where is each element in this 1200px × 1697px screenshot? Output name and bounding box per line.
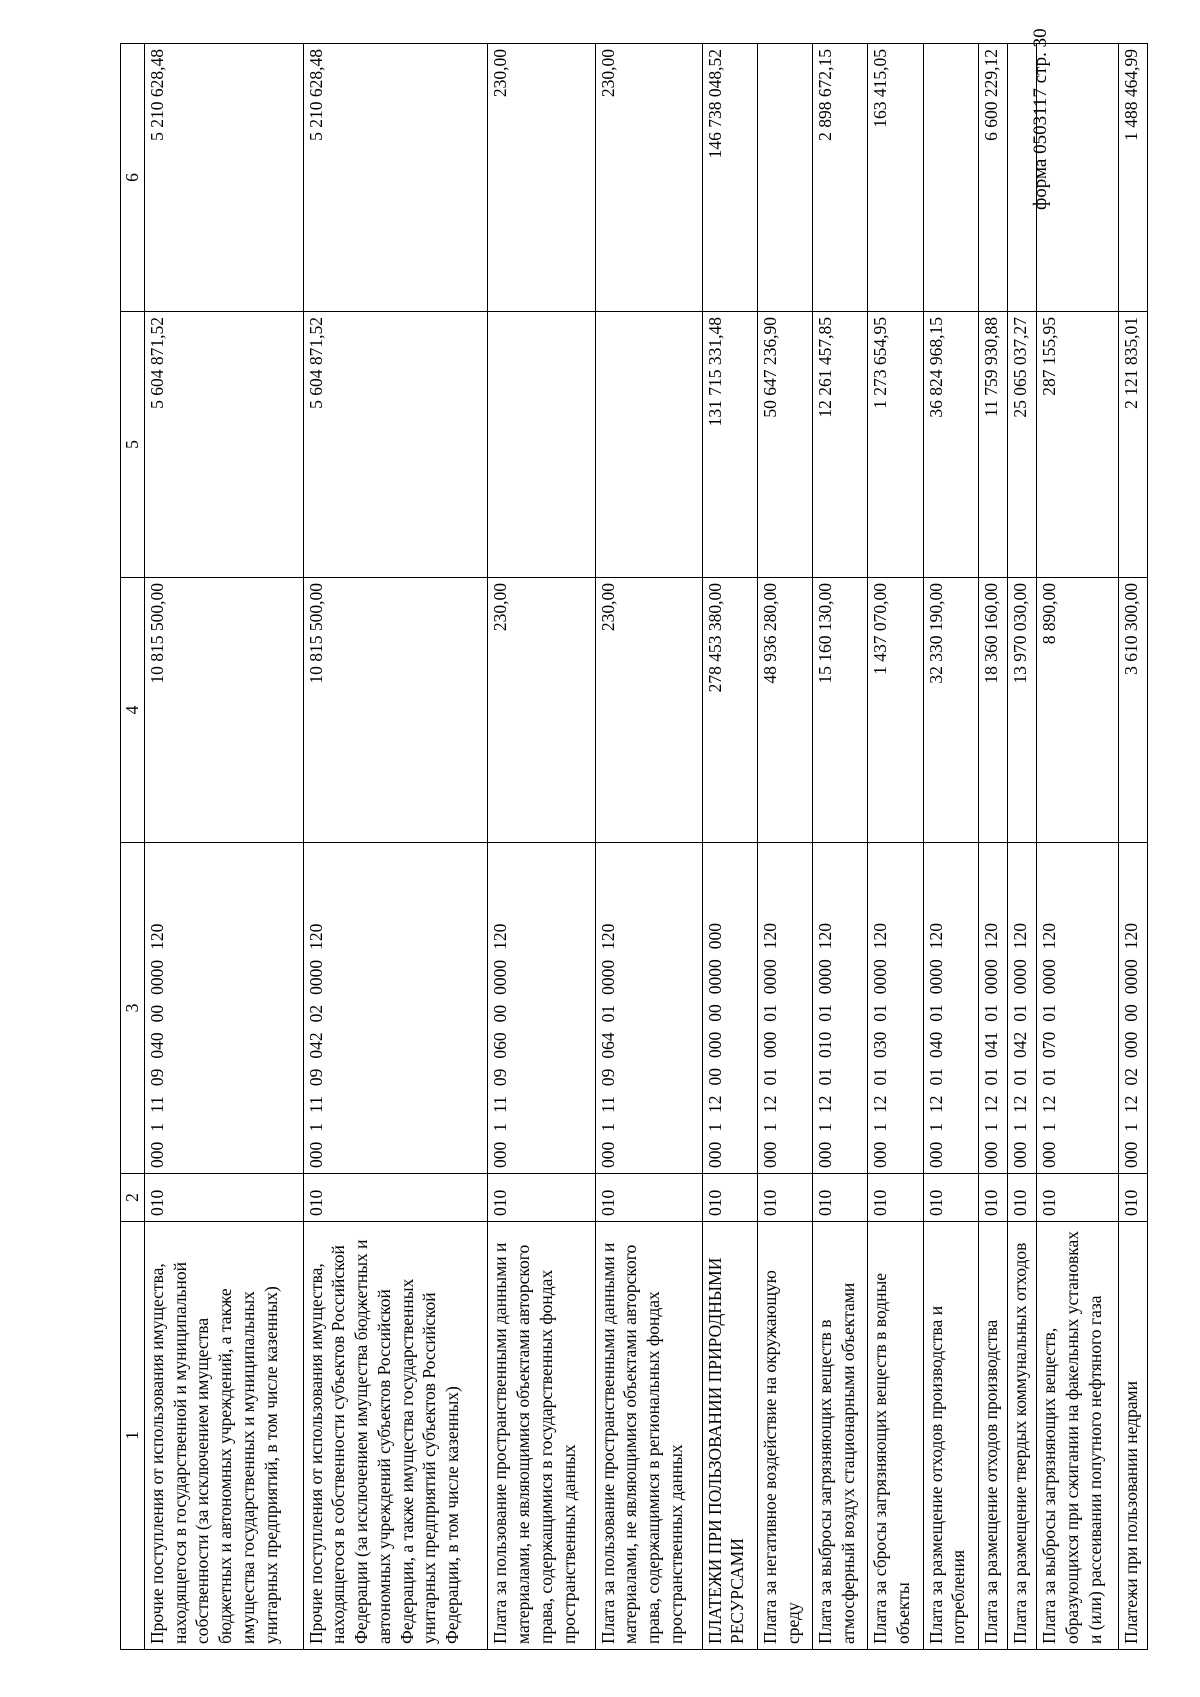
row-approved: 15 160 130,00	[813, 578, 868, 843]
kbk-part: 000	[146, 1141, 167, 1168]
kbk-part: 1	[597, 1123, 618, 1132]
kbk-part: 1	[1010, 1123, 1031, 1132]
row-executed: 131 715 331,48	[702, 312, 757, 578]
row-unexecuted: 5 210 628,48	[144, 44, 303, 312]
kbk-part: 000	[759, 1031, 780, 1058]
kbk-part: 01	[597, 1004, 618, 1023]
table-row	[757, 44, 812, 1650]
kbk-part: 01	[870, 1068, 891, 1086]
row-unexecuted: 5 210 628,48	[303, 44, 488, 312]
row-kbk-code	[702, 843, 757, 1174]
kbk-part: 120	[1039, 923, 1060, 950]
kbk-part: 11	[146, 1096, 167, 1113]
row-line-code: 010	[868, 1174, 923, 1222]
kbk-part: 0000	[1010, 959, 1031, 995]
row-unexecuted: 146 738 048,52	[702, 44, 757, 312]
kbk-part: 0000	[305, 959, 326, 995]
row-executed: 5 604 871,52	[144, 312, 303, 578]
kbk-part: 000	[1120, 1031, 1141, 1058]
row-name: Плата за пользование пространственными данными и материалами, не являющимися объектами авторского права, содержащимися в региональных фондах пространственных данных	[595, 1222, 702, 1650]
kbk-part: 0000	[1039, 959, 1060, 995]
kbk-part: 11	[597, 1096, 618, 1113]
row-line-code: 010	[144, 1174, 303, 1222]
row-executed: 12 261 457,85	[813, 312, 868, 578]
report-table	[120, 43, 1148, 1650]
form-label: форма 0503117 стр. 30	[1030, 28, 1051, 210]
kbk-part: 040	[146, 1032, 167, 1059]
row-unexecuted: 163 415,05	[868, 44, 923, 312]
row-line-code: 010	[923, 1174, 978, 1222]
kbk-part: 120	[759, 923, 780, 950]
kbk-part: 01	[759, 1068, 780, 1086]
row-name: Плата за размещение твердых коммунальных отходов	[1008, 1222, 1037, 1650]
kbk-part: 1	[305, 1123, 326, 1132]
kbk-part: 09	[597, 1068, 618, 1087]
row-name: Плата за сбросы загрязняющих веществ в водные объекты	[868, 1222, 923, 1650]
kbk-part: 0000	[759, 959, 780, 995]
row-kbk-code	[813, 843, 868, 1174]
kbk-part: 000	[815, 1141, 836, 1168]
row-kbk-code	[868, 843, 923, 1174]
kbk-part: 0000	[870, 959, 891, 995]
kbk-part: 000	[870, 1141, 891, 1168]
kbk-part: 041	[980, 1031, 1001, 1058]
kbk-part: 120	[1010, 923, 1031, 950]
table-row	[923, 44, 978, 1650]
row-name: Плата за пользование пространственными данными и материалами, не являющимися объектами авторского права, содержащимися в государственных фондах пространственных данных	[488, 1222, 595, 1650]
kbk-part: 01	[1039, 1068, 1060, 1086]
kbk-part: 0000	[146, 959, 167, 995]
row-executed: 1 273 654,95	[868, 312, 923, 578]
table-row	[1037, 44, 1118, 1650]
kbk-part: 09	[146, 1068, 167, 1087]
kbk-part: 000	[305, 1141, 326, 1168]
kbk-part: 00	[704, 1068, 725, 1086]
row-unexecuted: 230,00	[488, 44, 595, 312]
kbk-part: 030	[870, 1031, 891, 1058]
kbk-part: 00	[1120, 1004, 1141, 1022]
kbk-part: 12	[980, 1095, 1001, 1113]
row-approved: 1 437 070,00	[868, 578, 923, 843]
row-approved: 3 610 300,00	[1118, 578, 1147, 843]
kbk-part: 060	[490, 1032, 511, 1059]
row-line-code: 010	[757, 1174, 812, 1222]
row-kbk-code	[1118, 843, 1147, 1174]
row-approved: 8 890,00	[1037, 578, 1118, 843]
kbk-part: 12	[704, 1095, 725, 1113]
row-name: Плата за размещение отходов производства и потребления	[923, 1222, 978, 1650]
kbk-part: 02	[305, 1004, 326, 1023]
kbk-part: 1	[146, 1123, 167, 1132]
row-unexecuted: 6 600 229,12	[978, 44, 1007, 312]
header-row	[121, 44, 145, 1650]
kbk-part: 0000	[597, 959, 618, 995]
row-approved: 18 360 160,00	[978, 578, 1007, 843]
kbk-part: 000	[490, 1141, 511, 1168]
row-line-code: 010	[595, 1174, 702, 1222]
kbk-part: 01	[870, 1004, 891, 1022]
kbk-part: 0000	[490, 959, 511, 995]
row-line-code: 010	[488, 1174, 595, 1222]
kbk-part: 11	[305, 1096, 326, 1113]
kbk-part: 0000	[980, 959, 1001, 995]
kbk-part: 120	[1120, 923, 1141, 950]
kbk-part: 120	[146, 923, 167, 950]
row-executed: 2 121 835,01	[1118, 312, 1147, 578]
kbk-part: 01	[815, 1068, 836, 1086]
row-name: Прочие поступления от использования имущества, находящегося в государственной и муниципальной собственности (за исключением имущества бюджетных и автономных учреждений, а также имущества государственных и муниципальных унитарных предприятий, в том числе казенных)	[144, 1222, 303, 1650]
kbk-part: 000	[1010, 1141, 1031, 1168]
row-executed: 5 604 871,52	[303, 312, 488, 578]
row-approved: 230,00	[595, 578, 702, 843]
kbk-part: 00	[490, 1004, 511, 1023]
row-unexecuted: 2 898 672,15	[813, 44, 868, 312]
row-unexecuted: 230,00	[595, 44, 702, 312]
kbk-part: 0000	[815, 959, 836, 995]
kbk-part: 040	[925, 1031, 946, 1058]
row-line-code: 010	[1008, 1174, 1037, 1222]
row-kbk-code	[923, 843, 978, 1174]
kbk-part: 120	[490, 923, 511, 950]
kbk-part: 1	[925, 1123, 946, 1132]
row-name: ПЛАТЕЖИ ПРИ ПОЛЬЗОВАНИИ ПРИРОДНЫМИ РЕСУРСАМИ	[702, 1222, 757, 1650]
row-name: Плата за выбросы загрязняющих веществ, образующихся при сжигании на факельных установках и (или) рассеивании попутного нефтяного газа	[1037, 1222, 1118, 1650]
kbk-part: 01	[1039, 1004, 1060, 1022]
kbk-part: 064	[597, 1032, 618, 1059]
row-name: Плата за выбросы загрязняющих веществ в атмосферный воздух стационарными объектами	[813, 1222, 868, 1650]
kbk-part: 1	[815, 1123, 836, 1132]
kbk-part: 01	[1010, 1004, 1031, 1022]
kbk-part: 1	[704, 1123, 725, 1132]
row-line-code: 010	[702, 1174, 757, 1222]
row-approved: 13 970 030,00	[1008, 578, 1037, 843]
kbk-part: 0000	[1120, 959, 1141, 995]
column-header-3: 3	[121, 843, 145, 1174]
kbk-part: 12	[1010, 1095, 1031, 1113]
row-executed: 287 155,95	[1037, 312, 1118, 578]
kbk-part: 01	[1010, 1068, 1031, 1086]
kbk-part: 120	[597, 923, 618, 950]
kbk-part: 000	[1039, 1141, 1060, 1168]
row-line-code: 010	[813, 1174, 868, 1222]
row-kbk-code	[1008, 843, 1037, 1174]
row-unexecuted	[1008, 44, 1037, 312]
row-unexecuted	[923, 44, 978, 312]
kbk-part: 070	[1039, 1031, 1060, 1058]
kbk-part: 02	[1120, 1068, 1141, 1086]
row-approved: 10 815 500,00	[303, 578, 488, 843]
column-header-4: 4	[121, 578, 145, 843]
table-row	[144, 44, 303, 1650]
kbk-part: 09	[305, 1068, 326, 1087]
kbk-part: 0000	[704, 959, 725, 995]
kbk-part: 00	[704, 1004, 725, 1022]
kbk-part: 1	[980, 1123, 1001, 1132]
row-name: Плата за размещение отходов производства	[978, 1222, 1007, 1650]
row-kbk-code	[757, 843, 812, 1174]
column-header-1: 1	[121, 1222, 145, 1650]
row-executed: 25 065 037,27	[1008, 312, 1037, 578]
kbk-part: 12	[815, 1095, 836, 1113]
column-header-2: 2	[121, 1174, 145, 1222]
table-row	[488, 44, 595, 1650]
kbk-part: 0000	[925, 959, 946, 995]
row-kbk-code	[144, 843, 303, 1174]
kbk-part: 120	[925, 923, 946, 950]
kbk-part: 12	[1039, 1095, 1060, 1113]
kbk-part: 120	[815, 923, 836, 950]
kbk-part: 000	[759, 1141, 780, 1168]
kbk-part: 1	[759, 1123, 780, 1132]
kbk-part: 010	[815, 1031, 836, 1058]
kbk-part: 000	[704, 1031, 725, 1058]
row-line-code: 010	[1118, 1174, 1147, 1222]
row-executed: 11 759 930,88	[978, 312, 1007, 578]
kbk-part: 01	[815, 1004, 836, 1022]
column-header-5: 5	[121, 312, 145, 578]
table-row	[303, 44, 488, 1650]
row-unexecuted: 1 488 464,99	[1118, 44, 1147, 312]
kbk-part: 000	[925, 1141, 946, 1168]
row-executed	[488, 312, 595, 578]
kbk-part: 12	[1120, 1095, 1141, 1113]
row-kbk-code	[1037, 843, 1118, 1174]
row-name: Плата за негативное воздействие на окружающую среду	[757, 1222, 812, 1650]
row-approved: 48 936 280,00	[757, 578, 812, 843]
column-header-6: 6	[121, 44, 145, 312]
row-line-code: 010	[303, 1174, 488, 1222]
row-kbk-code	[488, 843, 595, 1174]
table-row	[595, 44, 702, 1650]
kbk-part: 00	[146, 1004, 167, 1023]
table-row	[1008, 44, 1037, 1650]
row-line-code: 010	[1037, 1174, 1118, 1222]
kbk-part: 1	[1039, 1123, 1060, 1132]
kbk-part: 000	[704, 923, 725, 950]
kbk-part: 000	[597, 1141, 618, 1168]
row-kbk-code	[303, 843, 488, 1174]
kbk-part: 000	[704, 1141, 725, 1168]
kbk-part: 01	[925, 1004, 946, 1022]
row-unexecuted	[1037, 44, 1118, 312]
kbk-part: 1	[1120, 1123, 1141, 1132]
kbk-part: 09	[490, 1068, 511, 1087]
row-kbk-code	[978, 843, 1007, 1174]
report-table-container	[120, 44, 1148, 1650]
row-kbk-code	[595, 843, 702, 1174]
kbk-part: 000	[1120, 1141, 1141, 1168]
row-executed	[595, 312, 702, 578]
row-unexecuted	[757, 44, 812, 312]
kbk-part: 120	[870, 923, 891, 950]
kbk-part: 1	[490, 1123, 511, 1132]
row-line-code: 010	[978, 1174, 1007, 1222]
kbk-part: 12	[759, 1095, 780, 1113]
row-approved: 10 815 500,00	[144, 578, 303, 843]
kbk-part: 000	[980, 1141, 1001, 1168]
row-executed: 36 824 968,15	[923, 312, 978, 578]
kbk-part: 042	[1010, 1031, 1031, 1058]
row-executed: 50 647 236,90	[757, 312, 812, 578]
row-approved: 32 330 190,00	[923, 578, 978, 843]
kbk-part: 01	[980, 1004, 1001, 1022]
row-approved: 230,00	[488, 578, 595, 843]
kbk-part: 1	[870, 1123, 891, 1132]
kbk-part: 12	[870, 1095, 891, 1113]
kbk-part: 01	[925, 1068, 946, 1086]
row-name: Прочие поступления от использования имущества, находящегося в собственности субъектов Российской Федерации (за исключением имущества бюджетных и автономных учреждений субъектов Российской Федерации, а также имущества государственных унитарных предприятий субъектов Российской Федерации, в том числе казенных)	[303, 1222, 488, 1650]
table-row	[702, 44, 757, 1650]
kbk-part: 11	[490, 1096, 511, 1113]
kbk-part: 120	[305, 923, 326, 950]
kbk-part: 120	[980, 923, 1001, 950]
table-body	[144, 44, 1147, 1650]
table-row	[868, 44, 923, 1650]
row-name: Платежи при пользовании недрами	[1118, 1222, 1147, 1650]
kbk-part: 12	[925, 1095, 946, 1113]
kbk-part: 01	[759, 1004, 780, 1022]
table-row	[1118, 44, 1147, 1650]
table-row	[813, 44, 868, 1650]
kbk-part: 01	[980, 1068, 1001, 1086]
kbk-part: 042	[305, 1032, 326, 1059]
table-row	[978, 44, 1007, 1650]
row-approved: 278 453 380,00	[702, 578, 757, 843]
